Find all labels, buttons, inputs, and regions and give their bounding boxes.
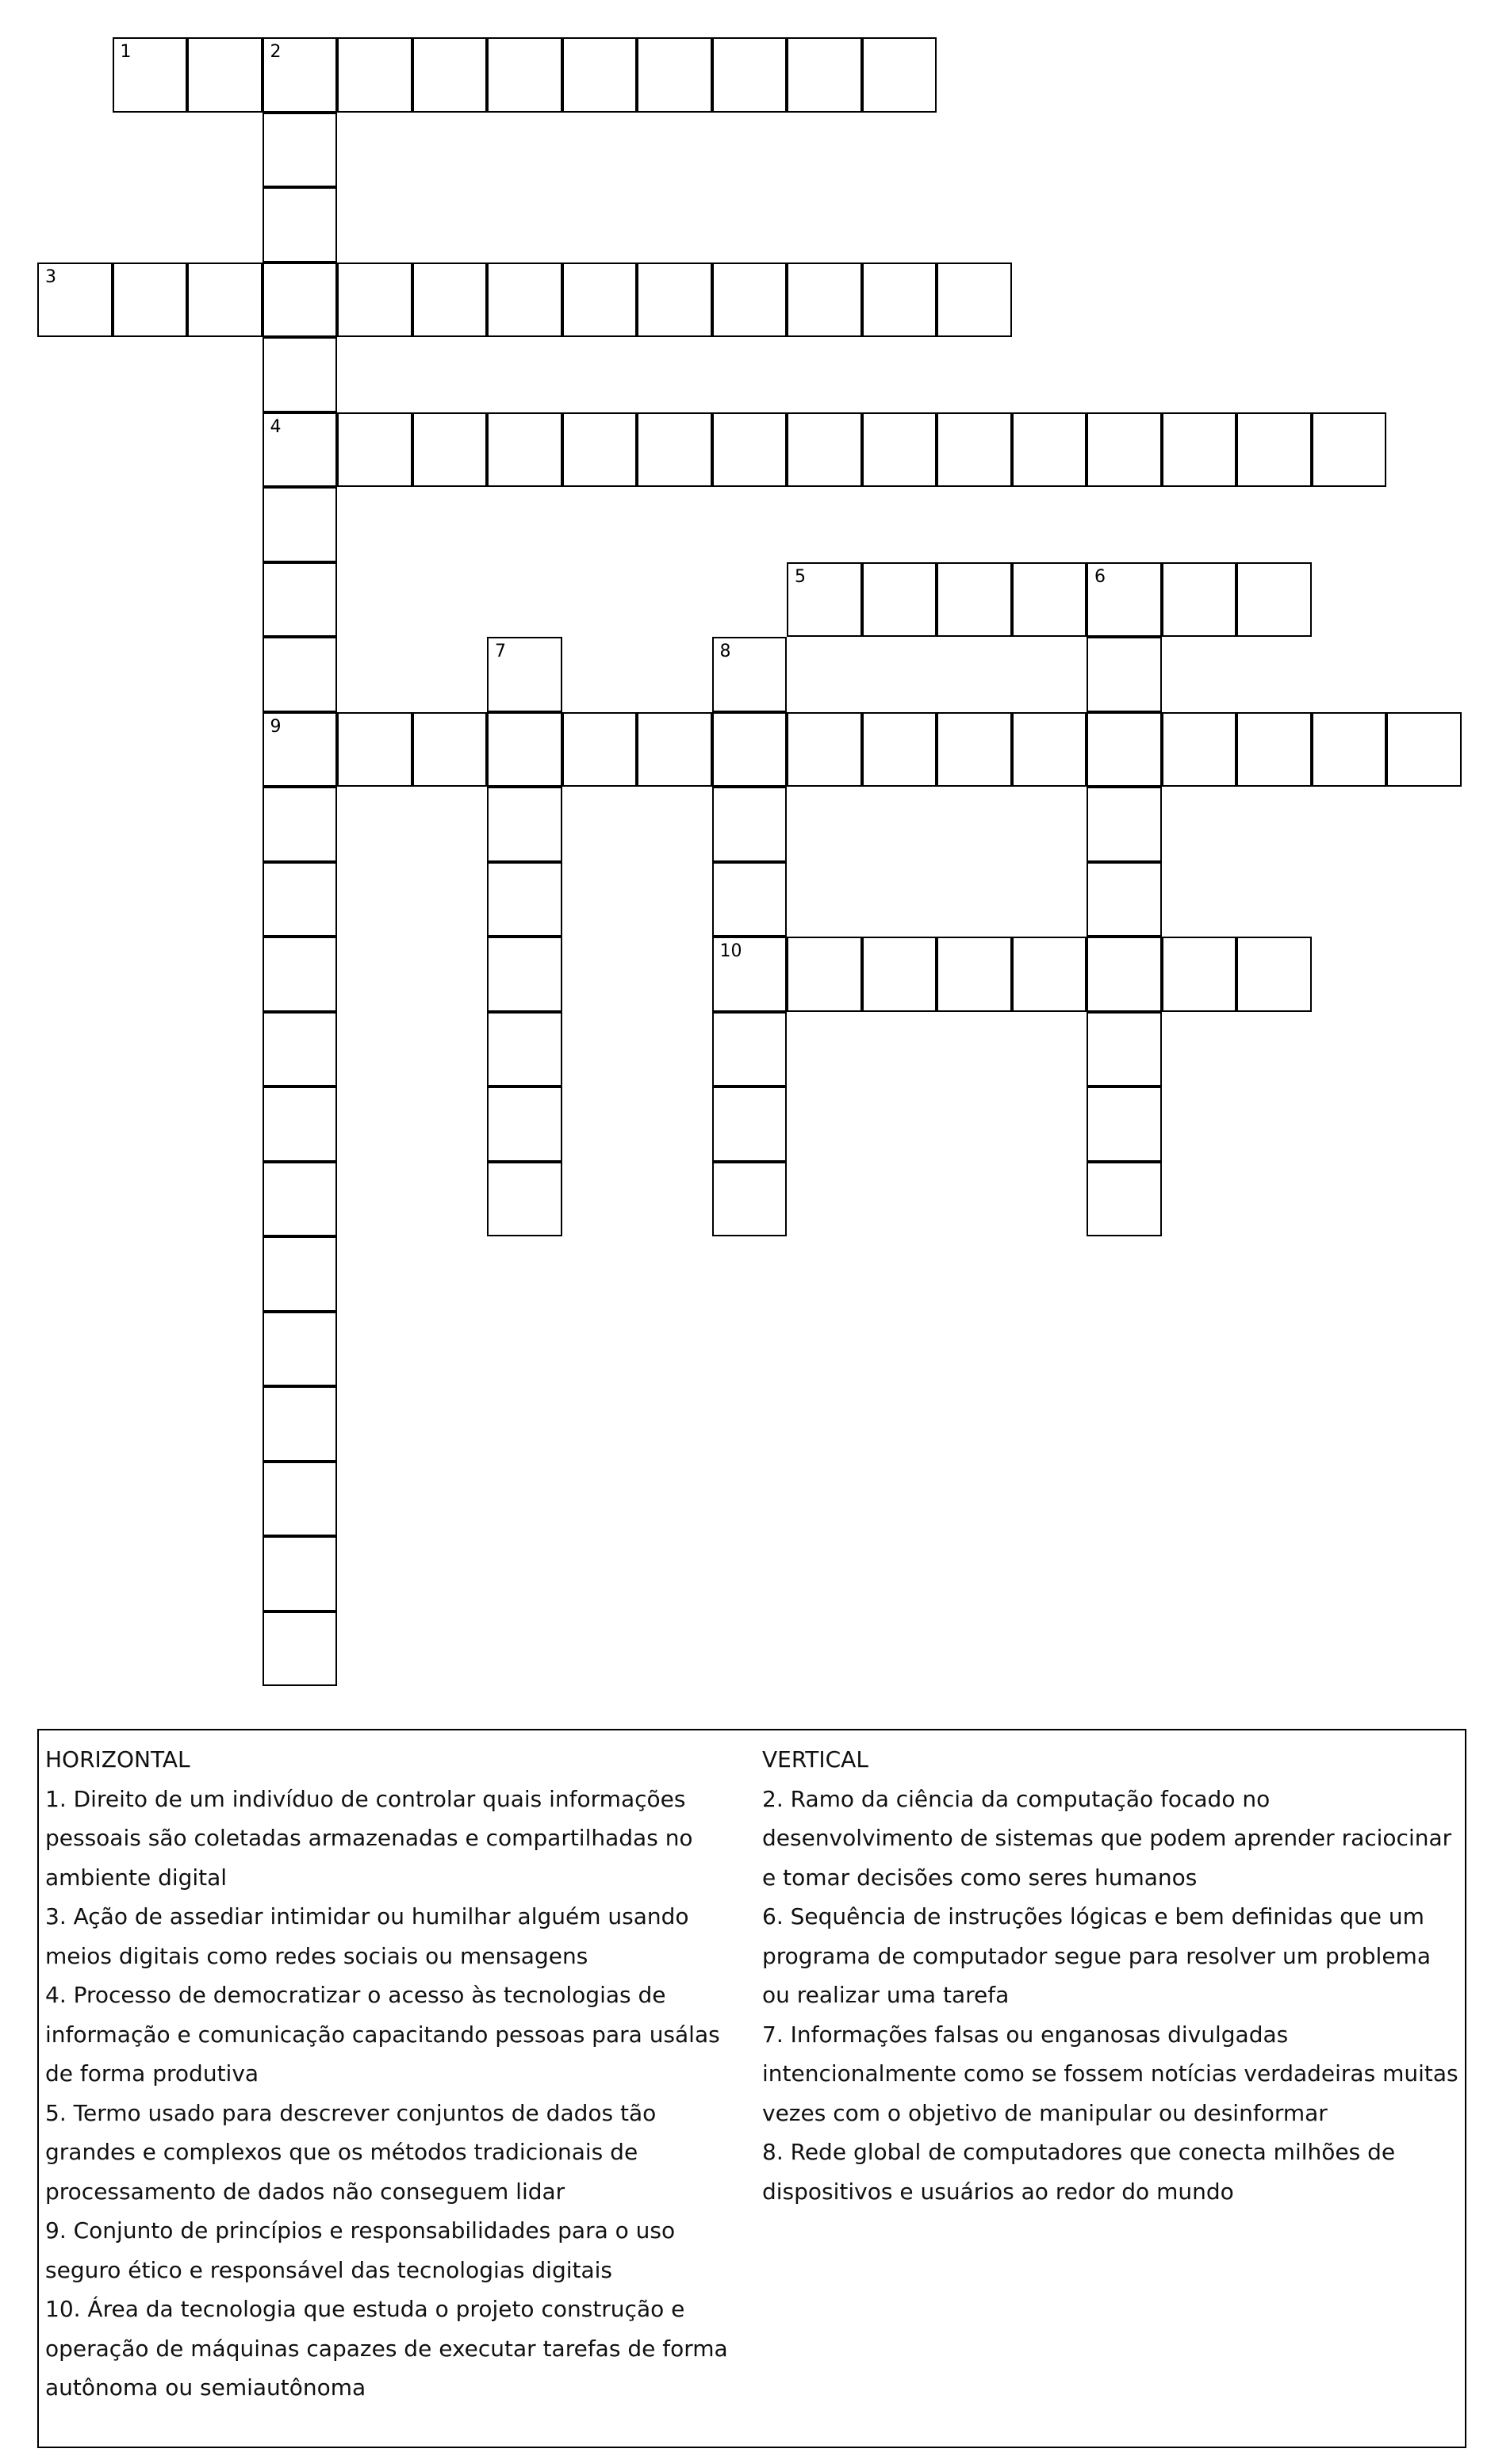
cell-number: 5	[795, 566, 806, 587]
crossword-cell[interactable]	[487, 412, 562, 488]
crossword-cell[interactable]	[487, 862, 562, 937]
crossword-cell[interactable]	[487, 712, 562, 787]
crossword-cell[interactable]	[487, 37, 562, 113]
vertical-clues-column	[762, 1740, 1462, 2211]
crossword-cell[interactable]	[712, 1162, 788, 1237]
crossword-cell[interactable]	[263, 412, 338, 488]
clue-vertical-2: 2. Ramo da ciência da computação focado no desenvolvimento de sistemas que podem aprender raciocinar e tomar decisões como seres humanos	[762, 1785, 1452, 1891]
crossword-cell[interactable]	[263, 562, 338, 638]
crossword-cell[interactable]	[263, 1012, 338, 1087]
crossword-cell[interactable]	[263, 1086, 338, 1162]
crossword-cell[interactable]	[263, 637, 338, 712]
crossword-cell[interactable]	[862, 262, 937, 338]
crossword-cell[interactable]	[1087, 1162, 1162, 1237]
crossword-cell[interactable]	[712, 937, 788, 1012]
crossword-cell[interactable]	[263, 1236, 338, 1312]
clue-horizontal-9: 9. Conjunto de princípios e responsabilidades para o uso seguro ético e responsável das tecnologias digitais	[45, 2217, 676, 2283]
crossword-cell[interactable]	[1087, 862, 1162, 937]
crossword-cell[interactable]	[263, 1462, 338, 1537]
crossword-cell[interactable]	[37, 262, 113, 338]
crossword-cell[interactable]	[263, 1611, 338, 1687]
crossword-cell[interactable]	[1162, 712, 1237, 787]
crossword-cell[interactable]	[562, 412, 638, 488]
crossword-cell[interactable]	[862, 412, 937, 488]
crossword-cell[interactable]	[1087, 637, 1162, 712]
crossword-cell[interactable]	[263, 487, 338, 562]
crossword-cell[interactable]	[862, 37, 937, 113]
crossword-cell[interactable]	[1236, 937, 1312, 1012]
crossword-cell[interactable]	[1012, 412, 1087, 488]
crossword-cell[interactable]	[787, 937, 862, 1012]
crossword-cell[interactable]	[263, 712, 338, 787]
clue-horizontal-3: 3. Ação de assediar intimidar ou humilhar alguém usando meios digitais como redes sociais ou mensagens	[45, 1903, 689, 1969]
crossword-cell[interactable]	[712, 262, 788, 338]
crossword-cell[interactable]	[487, 937, 562, 1012]
crossword-cell[interactable]	[337, 262, 412, 338]
crossword-cell[interactable]	[487, 1012, 562, 1087]
crossword-cell[interactable]	[1087, 412, 1162, 488]
crossword-cell[interactable]	[712, 1086, 788, 1162]
cell-number: 2	[270, 42, 282, 62]
crossword-cell[interactable]	[937, 712, 1012, 787]
crossword-cell[interactable]	[263, 37, 338, 113]
crossword-cell[interactable]	[937, 562, 1012, 638]
crossword-cell[interactable]	[1087, 787, 1162, 862]
crossword-cell[interactable]	[1162, 412, 1237, 488]
clue-horizontal-10: 10. Área da tecnologia que estuda o projeto construção e operação de máquinas capazes de executar tarefas de forma autônoma ou semiautônoma	[45, 2296, 728, 2401]
crossword-cell[interactable]	[263, 1536, 338, 1611]
cell-number: 9	[270, 716, 282, 737]
clues-panel	[37, 1729, 1466, 2448]
cell-number: 4	[270, 416, 282, 437]
crossword-cell[interactable]	[1087, 562, 1162, 638]
crossword-cell[interactable]	[712, 787, 788, 862]
crossword-cell[interactable]	[263, 1312, 338, 1387]
crossword-cell[interactable]	[1386, 712, 1462, 787]
crossword-cell[interactable]	[263, 187, 338, 262]
crossword-cell[interactable]	[1312, 412, 1387, 488]
crossword-cell[interactable]	[937, 412, 1012, 488]
crossword-cell[interactable]	[113, 262, 188, 338]
cell-number: 8	[719, 642, 731, 661]
crossword-cell[interactable]	[1012, 712, 1087, 787]
crossword-cell[interactable]	[113, 37, 188, 113]
crossword-cell[interactable]	[263, 1162, 338, 1237]
crossword-cell[interactable]	[637, 37, 712, 113]
crossword-cell[interactable]	[1162, 562, 1237, 638]
crossword-cell[interactable]	[787, 562, 862, 638]
crossword-cell[interactable]	[637, 412, 712, 488]
crossword-cell[interactable]	[337, 712, 412, 787]
horizontal-clues-column	[45, 1740, 747, 2408]
crossword-cell[interactable]	[712, 412, 788, 488]
crossword-cell[interactable]	[1087, 712, 1162, 787]
crossword-cell[interactable]	[937, 262, 1012, 338]
crossword-cell[interactable]	[487, 262, 562, 338]
crossword-cell[interactable]	[187, 37, 263, 113]
crossword-cell[interactable]	[263, 337, 338, 412]
crossword-cell[interactable]	[637, 712, 712, 787]
crossword-cell[interactable]	[862, 562, 937, 638]
crossword-cell[interactable]	[337, 37, 412, 113]
cell-number: 3	[45, 266, 56, 287]
clue-horizontal-4: 4. Processo de democratizar o acesso às tecnologias de informação e comunicação capacitando pessoas para usálas de forma produtiva	[45, 1982, 720, 2087]
crossword-cell[interactable]	[937, 937, 1012, 1012]
vertical-heading: VERTICAL	[762, 1746, 868, 1772]
crossword-cell[interactable]	[1087, 1012, 1162, 1087]
crossword-cell[interactable]	[787, 262, 862, 338]
crossword-cell[interactable]	[562, 262, 638, 338]
crossword-cell[interactable]	[263, 1386, 338, 1462]
crossword-cell[interactable]	[787, 712, 862, 787]
cell-number: 1	[120, 42, 132, 62]
crossword-cell[interactable]	[712, 1012, 788, 1087]
crossword-cell[interactable]	[1236, 712, 1312, 787]
crossword-cell[interactable]	[263, 937, 338, 1012]
crossword-cell[interactable]	[712, 637, 788, 712]
crossword-cell[interactable]	[637, 262, 712, 338]
crossword-cell[interactable]	[1162, 937, 1237, 1012]
crossword-cell[interactable]	[487, 1162, 562, 1237]
crossword-cell[interactable]	[1236, 412, 1312, 488]
crossword-cell[interactable]	[712, 712, 788, 787]
cell-number: 7	[495, 642, 506, 661]
crossword-cell[interactable]	[562, 712, 638, 787]
clue-horizontal-1: 1. Direito de um indivíduo de controlar quais informações pessoais são coletadas armazenadas e compartilhadas no ambiente digital	[45, 1785, 693, 1891]
cell-number: 10	[719, 941, 742, 961]
crossword-cell[interactable]	[487, 1086, 562, 1162]
crossword-cell[interactable]	[787, 37, 862, 113]
horizontal-heading: HORIZONTAL	[45, 1746, 190, 1772]
crossword-cell[interactable]	[1087, 1086, 1162, 1162]
crossword-cell[interactable]	[1087, 937, 1162, 1012]
crossword-cell[interactable]	[1312, 712, 1387, 787]
crossword-cell[interactable]	[862, 712, 937, 787]
crossword-cell[interactable]	[487, 637, 562, 712]
crossword-cell[interactable]	[712, 37, 788, 113]
crossword-cell[interactable]	[487, 787, 562, 862]
crossword-cell[interactable]	[263, 262, 338, 338]
crossword-cell[interactable]	[412, 262, 488, 338]
crossword-cell[interactable]	[562, 37, 638, 113]
crossword-cell[interactable]	[187, 262, 263, 338]
clue-vertical-6: 6. Sequência de instruções lógicas e bem definidas que um programa de computador segue para resolver um problema ou realizar uma tarefa	[762, 1903, 1431, 2008]
crossword-cell[interactable]	[263, 113, 338, 188]
crossword-cell[interactable]	[412, 37, 488, 113]
crossword-cell[interactable]	[412, 412, 488, 488]
crossword-cell[interactable]	[712, 862, 788, 937]
crossword-cell[interactable]	[1012, 562, 1087, 638]
cell-number: 6	[1094, 566, 1106, 587]
crossword-cell[interactable]	[337, 412, 412, 488]
crossword-cell[interactable]	[412, 712, 488, 787]
clue-horizontal-5: 5. Termo usado para descrever conjuntos de dados tão grandes e complexos que os métodos tradicionais de processamento de dados não conseguem lidar	[45, 2099, 657, 2205]
crossword-cell[interactable]	[1012, 937, 1087, 1012]
crossword-cell[interactable]	[263, 787, 338, 862]
crossword-cell[interactable]	[1236, 562, 1312, 638]
crossword-cell[interactable]	[862, 937, 937, 1012]
clue-vertical-8: 8. Rede global de computadores que conecta milhões de dispositivos e usuários ao redor do mundo	[762, 2139, 1396, 2205]
crossword-cell[interactable]	[263, 862, 338, 937]
clue-vertical-7: 7. Informações falsas ou enganosas divulgadas intencionalmente como se fossem notícias verdadeiras muitas vezes com o objetivo de manipular ou desinformar	[762, 2021, 1458, 2126]
crossword-cell[interactable]	[787, 412, 862, 488]
